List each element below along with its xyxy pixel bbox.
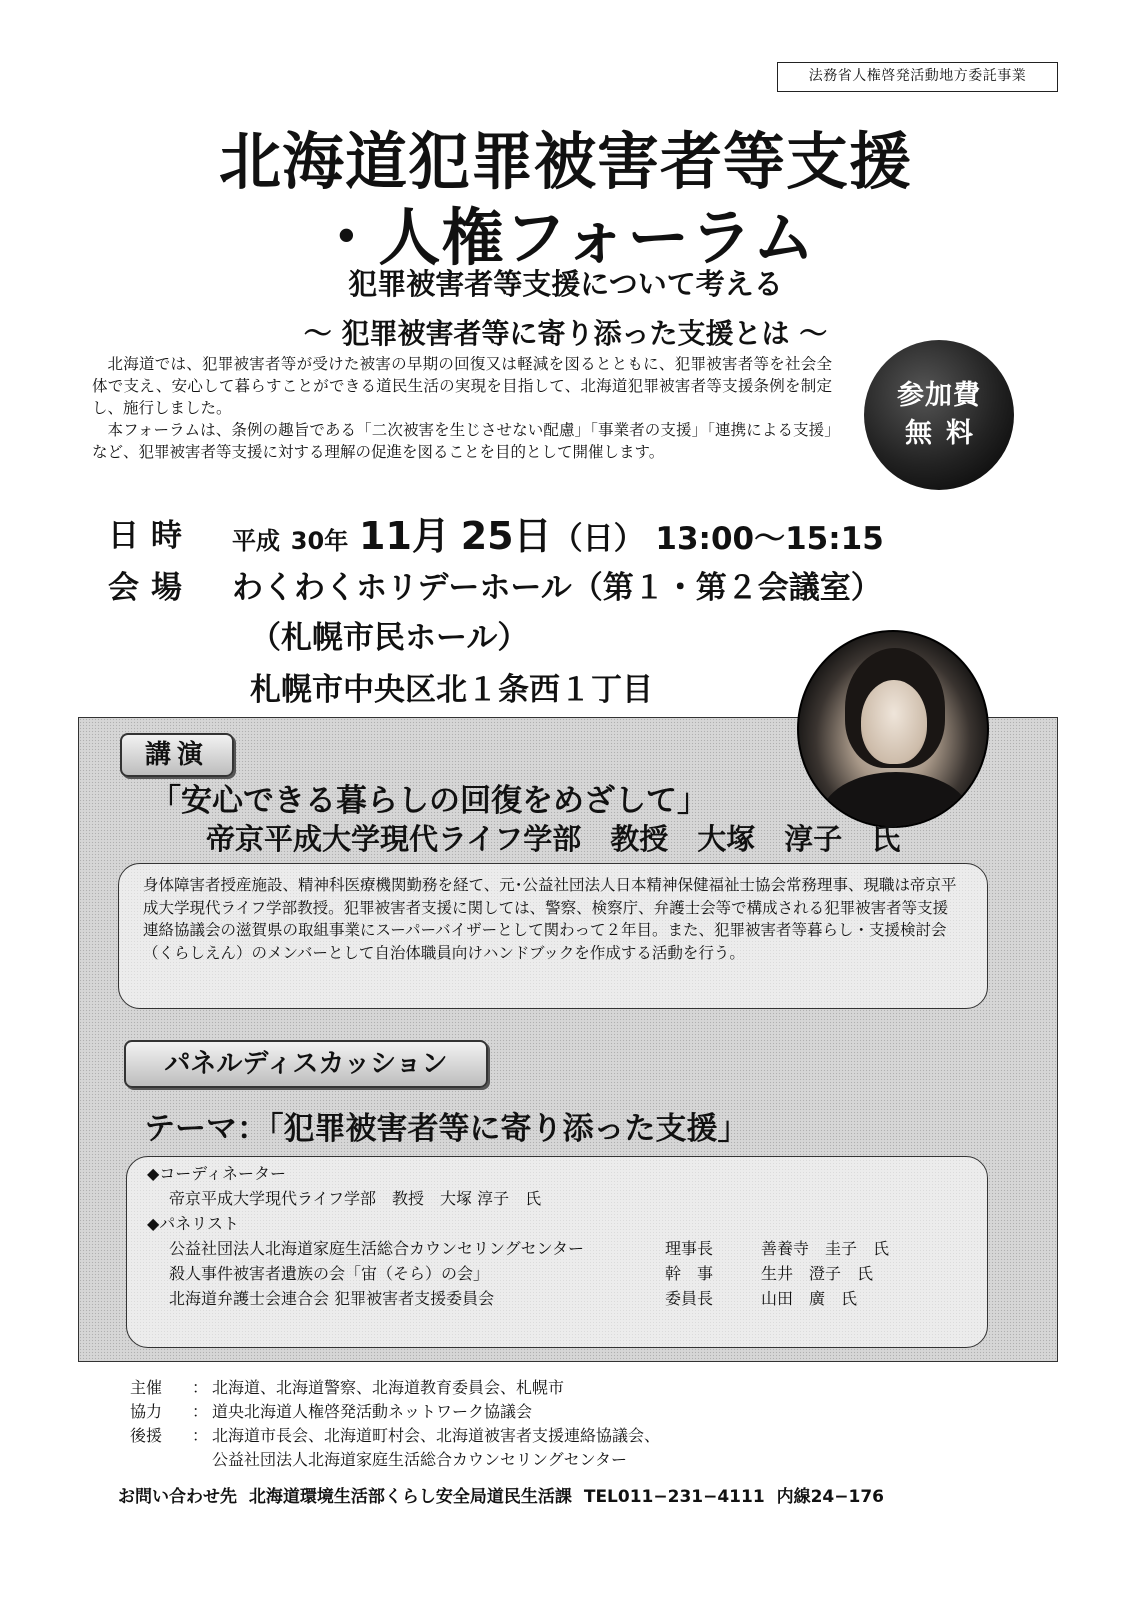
separator: ：	[192, 1378, 209, 1397]
speaker-photo	[797, 630, 989, 828]
contact-ext: 内線24−176	[776, 1487, 884, 1507]
lecture-section-label: 講演	[120, 733, 234, 777]
panelist-heading: ◆パネリスト	[147, 1214, 239, 1233]
panelist-row	[147, 1261, 967, 1286]
panelist-name: 善養寺 圭子 氏	[761, 1239, 890, 1258]
organizer-row	[130, 1376, 660, 1400]
venue-name: わくわくホリデーホール（第１・第２会議室）	[232, 570, 882, 606]
intro-paragraph-1: 北海道では、犯罪被害者等が受けた被害の早期の回復又は軽減を図るとともに、犯罪被害者等を社会全体で支え、安心して暮らすことができる道民生活の実現を目指して、北海道犯罪被害者等支援条例を制定し、施行しました。	[92, 355, 832, 417]
cooperation-row	[130, 1400, 660, 1424]
panelist-org: 北海道弁護士会連合会 犯罪被害者支援委員会	[169, 1289, 495, 1308]
panelist-org: 殺人事件被害者遺族の会「宙（そら）の会」	[169, 1264, 490, 1283]
date-label: 日時	[108, 518, 194, 554]
badge-line2: 無料	[905, 418, 987, 449]
panel-section-label: パネルディスカッション	[124, 1040, 488, 1088]
subtitle: 犯罪被害者等支援について考える	[348, 267, 783, 301]
date-day: 25	[460, 514, 514, 558]
page-title-line2: ・人権フォーラム	[315, 201, 816, 274]
date-month: 11	[359, 514, 412, 558]
coordinator-name: 帝京平成大学現代ライフ学部 教授 大塚 淳子 氏	[169, 1189, 542, 1208]
credits	[130, 1376, 660, 1472]
venue-address: 札幌市中央区北１条西１丁目	[250, 672, 653, 708]
date-time: 13:00〜15:15	[655, 521, 884, 557]
date-weekday: （日）	[551, 521, 645, 557]
date-year-unit: 年	[324, 527, 349, 555]
panelist-name: 山田 廣 氏	[761, 1289, 858, 1308]
panel-theme: テーマ：「犯罪被害者等に寄り添った支援」	[144, 1111, 749, 1147]
panelist-row	[147, 1236, 967, 1261]
panelist-role: 幹 事	[665, 1264, 714, 1283]
speaker-bio: 身体障害者授産施設、精神科医療機関勤務を経て、元･公益社団法人日本精神保健福祉士協会常務理事、現職は帝京平成大学現代ライフ学部教授。犯罪被害者支援に関しては、警察、検察庁、弁護士会等で構成される犯罪被害者等支援連絡協議会の滋賀県の取組事業にスーパーバイザーとして関わって２年目。また、犯罪被害者等暮らし・支援検討会（くらしえん）のメンバーとして自治体職員向けハンドブックを作成する活動を行う。	[118, 863, 988, 1009]
badge-line1: 参加費	[897, 380, 981, 411]
separator: ：	[192, 1402, 209, 1421]
intro-text	[92, 353, 832, 463]
subtitle-theme: 〜 犯罪被害者等に寄り添った支援とは 〜	[303, 317, 828, 350]
contact-tel: TEL011−231−4111	[583, 1487, 765, 1507]
venue-label: 会場	[108, 570, 194, 606]
panelist-org: 公益社団法人北海道家庭生活総合カウンセリングセンター	[169, 1239, 585, 1258]
panelist-name: 生井 澄子 氏	[761, 1264, 874, 1283]
free-admission-badge	[864, 340, 1014, 490]
contact-info	[118, 1482, 884, 1507]
date-era: 平成	[232, 527, 280, 555]
cooperation-label: 協力	[130, 1402, 163, 1421]
date-year: 30	[290, 527, 325, 555]
date-value	[232, 505, 884, 560]
support-row	[130, 1424, 660, 1448]
page-title-line1: 北海道犯罪被害者等支援	[218, 125, 912, 198]
contact-label: お問い合わせ先	[118, 1487, 237, 1507]
lecture-speaker: 帝京平成大学現代ライフ学部 教授 大塚 淳子 氏	[206, 822, 901, 856]
panelist-role: 理事長	[665, 1239, 714, 1258]
intro-paragraph-2: 本フォーラムは、条例の趣旨である「二次被害を生じさせない配慮」「事業者の支援」「連携による支援」など、犯罪被害者等支援に対する理解の促進を図ることを目的として開催します。	[92, 421, 832, 461]
coordinator-heading: ◆コーディネーター	[147, 1164, 287, 1183]
panelist-role: 委員長	[665, 1289, 714, 1308]
support-value-1: 北海道市長会、北海道町村会、北海道被害者支援連絡協議会、	[212, 1426, 661, 1445]
support-row-2	[130, 1448, 660, 1472]
panelist-row	[147, 1286, 967, 1311]
contact-dept: 北海道環境生活部くらし安全局道民生活課	[248, 1487, 572, 1507]
date-day-unit: 日	[513, 514, 552, 558]
date-month-unit: 月	[411, 514, 450, 558]
commission-tag: 法務省人権啓発活動地方委託事業	[777, 62, 1058, 92]
panel-members	[126, 1156, 988, 1348]
organizer-value: 北海道、北海道警察、北海道教育委員会、札幌市	[212, 1378, 565, 1397]
organizer-label: 主催	[130, 1378, 163, 1397]
lecture-title: 「安心できる暮らしの回復をめざして」	[150, 783, 708, 819]
support-value-2: 公益社団法人北海道家庭生活総合カウンセリングセンター	[212, 1450, 628, 1469]
speaker-photo-face	[861, 680, 927, 764]
cooperation-value: 道央北海道人権啓発活動ネットワーク協議会	[212, 1402, 533, 1421]
venue-subname: （札幌市民ホール）	[250, 620, 529, 656]
support-label: 後援	[130, 1426, 163, 1445]
separator: ：	[192, 1426, 209, 1445]
